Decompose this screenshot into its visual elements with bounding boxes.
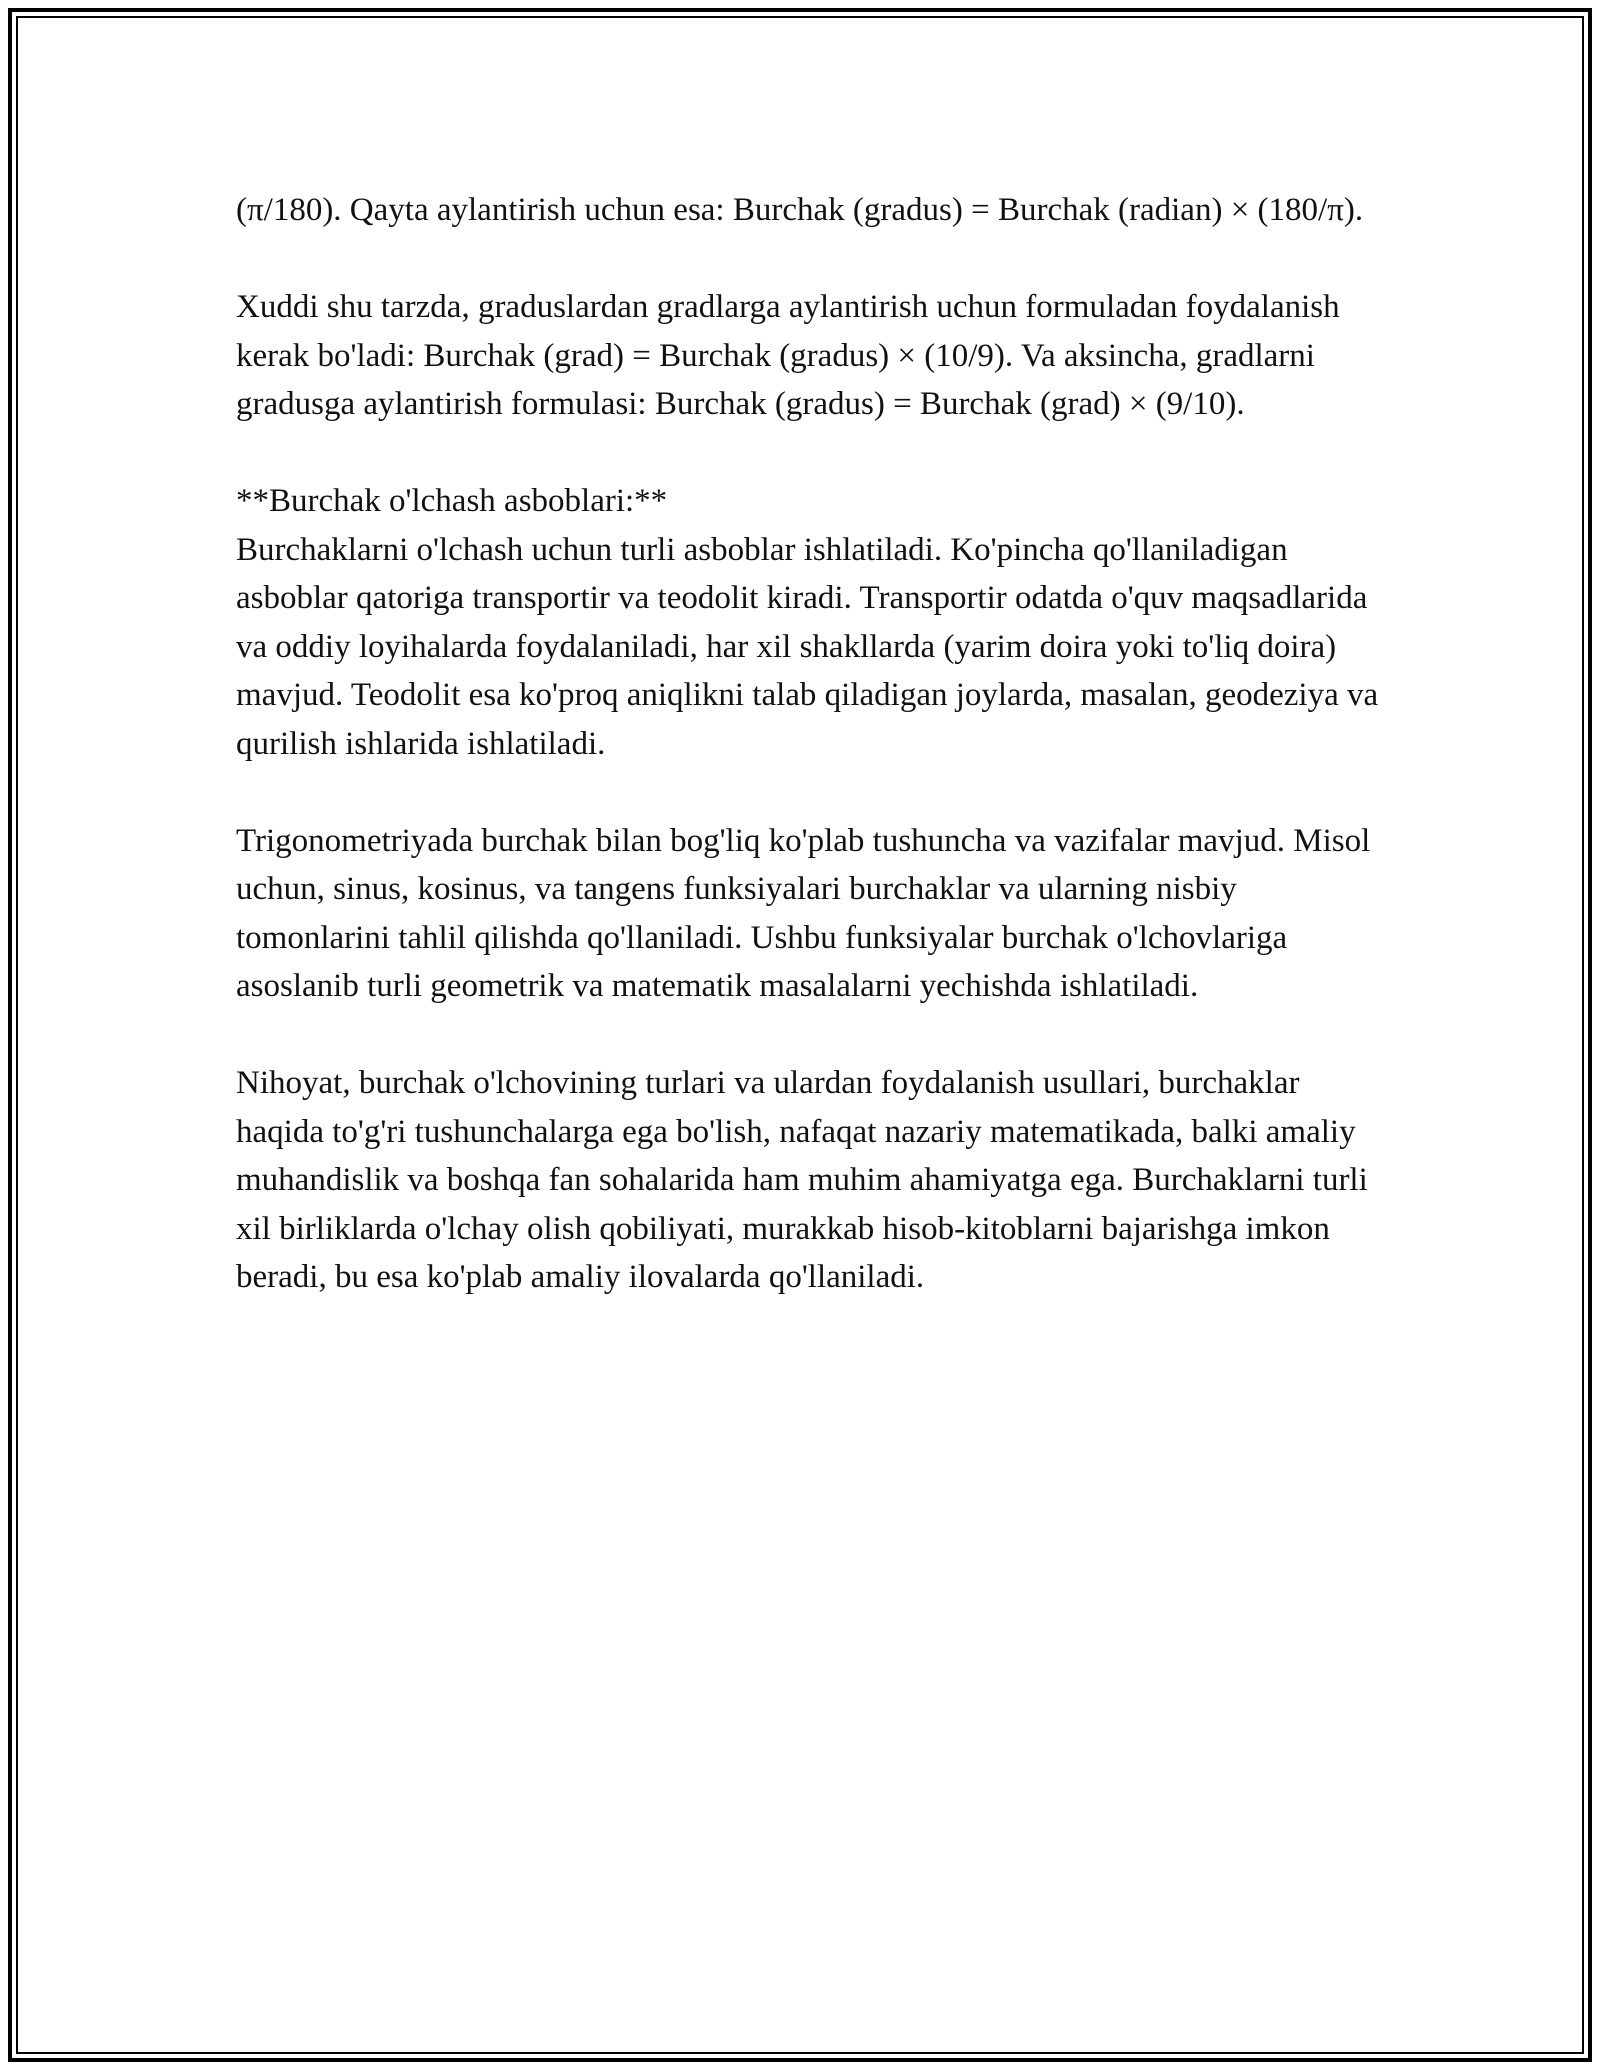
paragraph-instruments: Burchaklarni o'lchash uchun turli asboblar ishlatiladi. Ko'pincha qo'llaniladigan asboblar qatoriga transportir va teodolit kiradi. Transportir odatda o'quv maqsadlarida va oddiy loyihalarda foydalaniladi, har xil shakllarda (yarim doira yoki to'liq doira) mavjud. Teodolit esa ko'proq aniqlikni talab qiladigan joylarda, masalan, geodeziya va qurilish ishlarida ishlatiladi. — [236, 531, 1379, 762]
paragraph-radian-conversion: (π/180). Qayta aylantirish uchun esa: Burchak (gradus) = Burchak (radian) × (180/π). — [236, 192, 1364, 228]
section-measuring-instruments — [236, 477, 1386, 768]
paragraph-grad-conversion: Xuddi shu tarzda, graduslardan gradlarga aylantirish uchun formuladan foydalanish kerak bo'ladi: Burchak (grad) = Burchak (gradus) × (10/9). Va aksincha, gradlarni gradusga aylantirish formulasi: Burchak (gradus) = Burchak (grad) × (9/10). — [236, 289, 1340, 422]
document-body — [236, 186, 1386, 1350]
paragraph-conclusion: Nihoyat, burchak o'lchovining turlari va ulardan foydalanish usullari, burchaklar haqida to'g'ri tushunchalarga ega bo'lish, nafaqat nazariy matematikada, balki amaliy muhandislik va boshqa fan sohalarida ham muhim ahamiyatga ega. Burchaklarni turli xil birliklarda o'lchay olish qobiliyati, murakkab hisob-kitoblarni bajarishga imkon beradi, bu esa ko'plab amaliy ilovalarda qo'llaniladi. — [236, 1065, 1368, 1295]
section-heading: **Burchak o'lchash asboblari:** — [236, 483, 668, 519]
paragraph-trigonometry: Trigonometriyada burchak bilan bog'liq ko'plab tushuncha va vazifalar mavjud. Misol uchun, sinus, kosinus, va tangens funksiyalari burchaklar va ularning nisbiy tomonlarini tahlil qilishda qo'llaniladi. Ushbu funksiyalar burchak o'lchovlariga asoslanib turli geometrik va matematik masalalarni yechishda ishlatiladi. — [236, 822, 1371, 1004]
